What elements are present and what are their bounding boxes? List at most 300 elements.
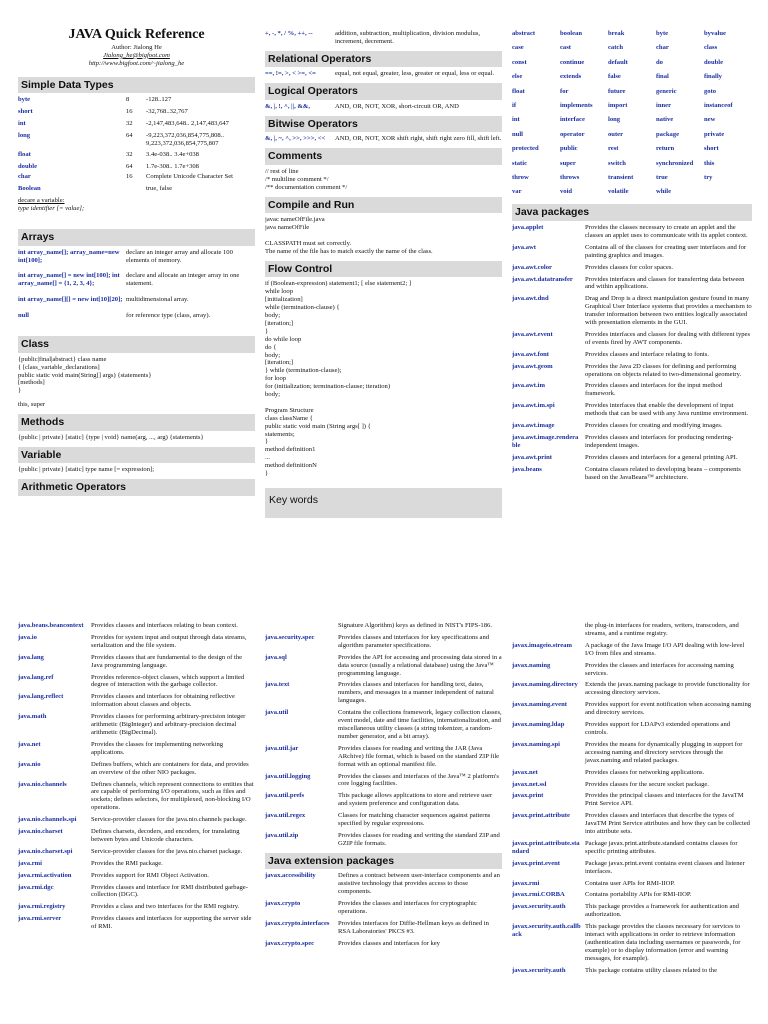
data-type-bits: 8 bbox=[126, 96, 130, 104]
package-name[interactable]: javax.crypto bbox=[265, 900, 301, 908]
package-item bbox=[18, 634, 255, 650]
package-name[interactable]: javax.security.auth bbox=[512, 903, 566, 911]
package-desc: Signature Algorithm) keys as defined in NIST's FIPS-186. bbox=[338, 622, 492, 629]
package-name[interactable]: javax.print.event bbox=[512, 859, 560, 867]
package-item bbox=[265, 900, 502, 916]
class-heading: Class bbox=[18, 336, 255, 353]
arith-desc: addition, subtraction, multiplication, division modulus, increment, decrement. bbox=[335, 30, 481, 45]
package-name[interactable]: java.awt bbox=[512, 243, 536, 251]
package-item bbox=[512, 363, 752, 379]
package-item bbox=[512, 276, 752, 292]
package-name[interactable]: javax.accessibility bbox=[265, 872, 316, 880]
keyword: volatile bbox=[608, 188, 629, 196]
package-name[interactable]: java.util.zip bbox=[265, 831, 299, 839]
variable-heading: Variable bbox=[18, 447, 255, 464]
package-desc: Defines buffers, which are containers for data, and provides an overview of the other NIO packages. bbox=[91, 760, 249, 776]
package-name[interactable]: java.rmi bbox=[18, 859, 42, 867]
package-name[interactable]: java.awt.dnd bbox=[512, 295, 549, 303]
relational-symbols: ==, !=, >, < >=, <= bbox=[265, 70, 316, 78]
page1-col3 bbox=[512, 30, 752, 564]
data-type-row bbox=[18, 96, 255, 104]
package-item bbox=[512, 769, 752, 777]
array-desc: declare and allocate an integer array in one statement. bbox=[126, 272, 240, 288]
arrays-heading: Arrays bbox=[18, 229, 255, 246]
package-desc: Provides the classes and interfaces for cryptographic operations. bbox=[338, 900, 477, 915]
package-name[interactable]: javax.print bbox=[512, 792, 544, 800]
keyword: synchronized bbox=[656, 159, 694, 167]
bitwise-operators-heading: Bitwise Operators bbox=[265, 116, 502, 133]
package-desc: Service-provider classes for the java.nio.charset package. bbox=[91, 847, 243, 855]
package-desc: Provides for system input and output through data streams, serialization and the file system. bbox=[91, 633, 247, 649]
data-type-row bbox=[18, 108, 255, 116]
keyword: inner bbox=[656, 102, 672, 110]
keyword: double bbox=[704, 58, 724, 66]
arith-symbols: +, -, *, / %, ++, -- bbox=[265, 30, 313, 37]
package-name[interactable]: javax.rmi bbox=[512, 879, 540, 887]
package-item bbox=[512, 295, 752, 327]
package-item bbox=[512, 880, 752, 888]
array-row bbox=[18, 312, 255, 320]
package-item bbox=[512, 701, 752, 717]
package-name[interactable]: java.rmi.server bbox=[18, 915, 62, 923]
package-desc: Provides classes and interfaces for producing rendering-independent images. bbox=[585, 434, 734, 449]
data-type-bits: 32 bbox=[126, 119, 133, 127]
package-item bbox=[265, 773, 502, 789]
keyword: try bbox=[704, 174, 713, 182]
keyword: public bbox=[560, 145, 578, 153]
data-type-name: char bbox=[18, 173, 31, 181]
package-name[interactable]: javax.naming.event bbox=[512, 701, 567, 709]
keyword: default bbox=[608, 58, 628, 66]
array-desc: multidimensional array. bbox=[126, 296, 189, 304]
package-item bbox=[18, 761, 255, 777]
package-desc: Provides interfaces and classes for dealing with different types of events fired by AWT components. bbox=[585, 330, 751, 346]
package-name[interactable]: java.util.prefs bbox=[265, 792, 305, 800]
package-item bbox=[18, 693, 255, 709]
package-desc: Provides the principal classes and interfaces for the JavaTM Print Service API. bbox=[585, 792, 744, 808]
package-item bbox=[512, 923, 752, 963]
package-desc: Provides support for RMI Object Activation. bbox=[91, 871, 209, 879]
package-item bbox=[512, 840, 752, 856]
package-item bbox=[265, 812, 502, 828]
page2-col3 bbox=[512, 622, 752, 1024]
package-item bbox=[18, 622, 255, 630]
package-item bbox=[18, 713, 255, 737]
package-item bbox=[512, 244, 752, 260]
package-name[interactable]: javax.naming.directory bbox=[512, 681, 578, 689]
keyword: continue bbox=[560, 58, 585, 66]
package-item bbox=[265, 920, 502, 936]
package-name[interactable]: java.rmi.registry bbox=[18, 903, 66, 911]
package-name[interactable]: java.awt.color bbox=[512, 263, 552, 271]
array-row bbox=[18, 296, 255, 304]
package-name[interactable]: javax.imageio.stream bbox=[512, 641, 572, 649]
package-item bbox=[18, 848, 255, 856]
java-packages-heading: Java packages bbox=[512, 204, 752, 221]
package-desc: Provides classes and interface relating to fonts. bbox=[585, 350, 709, 358]
package-desc: This package allows applications to store and retrieve user and system preference and configuration data. bbox=[338, 792, 493, 808]
package-desc: Provides classes and interfaces for a general printing API. bbox=[585, 453, 738, 461]
array-desc: for reference type (class, array). bbox=[126, 312, 211, 320]
package-desc: Provides classes for creating and modifying images. bbox=[585, 422, 723, 430]
package-item bbox=[265, 622, 502, 630]
package-item bbox=[265, 745, 502, 769]
arithmetic-operators bbox=[265, 30, 502, 46]
simple-data-types-table bbox=[18, 96, 255, 193]
array-code: int array_name[][] = new int[10][20]; bbox=[18, 296, 123, 304]
keyword: throws bbox=[560, 174, 580, 182]
package-item bbox=[512, 331, 752, 347]
package-item bbox=[18, 781, 255, 813]
keyword: short bbox=[704, 145, 719, 153]
package-name[interactable]: java.beans.beancontext bbox=[18, 622, 84, 629]
page2-col2 bbox=[265, 622, 502, 1024]
package-desc: Provides the classes and interfaces of the Java™ 2 platform's core logging facilities. bbox=[338, 772, 499, 788]
logical-symbols: &, |, !, ^, ||, &&, bbox=[265, 102, 310, 110]
package-name[interactable]: javax.crypto.spec bbox=[265, 939, 315, 947]
package-name[interactable]: javax.crypto.interfaces bbox=[265, 919, 330, 927]
relational-desc: equal, not equal, greater, less, greater or equal, less or equal. bbox=[335, 70, 495, 78]
logical-operators-heading: Logical Operators bbox=[265, 83, 502, 100]
data-type-row bbox=[18, 120, 255, 128]
keyword: while bbox=[656, 188, 672, 196]
package-item bbox=[265, 681, 502, 705]
package-desc: Provides classes for networking applications. bbox=[585, 768, 705, 776]
package-name[interactable]: java.rmi.dgc bbox=[18, 883, 54, 891]
package-desc: Provides classes for performing arbitrary-precision integer arithmetic (BigInteger) and arbitrary-precision decimal arithmetic (BigDecimal). bbox=[91, 713, 246, 736]
comments-body: // rest of line /* multiline comment */ /** documentation comment */ bbox=[265, 167, 348, 191]
package-name[interactable]: java.lang.ref bbox=[18, 673, 54, 681]
package-desc: This package provides a framework for authentication and authorization. bbox=[585, 903, 739, 919]
package-name[interactable]: java.nio bbox=[18, 760, 41, 768]
data-type-name: long bbox=[18, 131, 31, 139]
bitwise-desc: AND, OR, NOT, XOR shift right, shift right zero fill, shift left. bbox=[335, 135, 502, 143]
comments-heading: Comments bbox=[265, 148, 502, 165]
package-name[interactable]: java.util bbox=[265, 709, 289, 717]
package-name[interactable]: javax.naming bbox=[512, 661, 551, 669]
data-type-bits: 32 bbox=[126, 150, 133, 158]
package-name[interactable]: java.awt.im.spi bbox=[512, 402, 555, 410]
package-desc: Contains user APIs for RMI-IIOP. bbox=[585, 879, 675, 887]
keyword: case bbox=[512, 44, 524, 52]
package-name[interactable]: java.nio.charset bbox=[18, 828, 63, 836]
keyword: extends bbox=[560, 73, 582, 81]
page-title: JAVA Quick Reference bbox=[68, 27, 205, 42]
data-type-bits bbox=[126, 185, 146, 193]
package-name[interactable] bbox=[265, 622, 338, 630]
package-name[interactable]: javax.net bbox=[512, 768, 538, 776]
keyword: abstract bbox=[512, 30, 536, 37]
keyword: operator bbox=[560, 130, 585, 138]
data-type-name: byte bbox=[18, 96, 31, 104]
package-item bbox=[512, 967, 752, 975]
package-desc: Provides support for event notification when accessing naming and directory services. bbox=[585, 701, 752, 717]
keyword: true bbox=[656, 174, 668, 182]
class-syntax: {public|final|abstract} class name { [class_variable_declarations] public static void main(String[] args) {statements} [methods] } bbox=[18, 355, 152, 395]
keyword: for bbox=[560, 87, 569, 95]
package-name[interactable]: java.text bbox=[265, 681, 290, 689]
package-name[interactable]: java.awt.image.renderable bbox=[512, 434, 579, 449]
package-desc: Provides reference-object classes, which support a limited degree of interaction with the garbage collector. bbox=[91, 673, 245, 689]
package-name[interactable]: java.awt.geom bbox=[512, 362, 553, 370]
package-name[interactable]: java.awt.im bbox=[512, 382, 545, 390]
package-desc: A package of the Java Image I/O API dealing with low-level I/O from files and streams. bbox=[585, 641, 745, 657]
bitwise-operators bbox=[265, 135, 502, 143]
package-name[interactable]: java.awt.print bbox=[512, 453, 552, 461]
compile-run-body: javac nameOfFile.java java nameOfFile CLASSPATH must set correctly. The name of the file has to match exactly the name of the class. bbox=[265, 216, 433, 255]
keyword: void bbox=[560, 188, 573, 196]
package-name[interactable]: java.util.jar bbox=[265, 744, 299, 752]
package-item bbox=[18, 741, 255, 757]
package-desc: the plug-in interfaces for readers, writers, transcoders, and streams, and a runtime registry. bbox=[585, 622, 739, 637]
array-row bbox=[18, 272, 255, 288]
package-desc: Provides interfaces that enable the development of input methods that can be used with any Java runtime environment. bbox=[585, 402, 748, 418]
keyword: return bbox=[656, 145, 675, 153]
array-desc: declare an integer array and allocate 100 elements of memory. bbox=[126, 248, 233, 264]
package-desc: Provides classes and interfaces for key specifications and algorithm parameter specifications. bbox=[338, 633, 490, 649]
key-words-heading: Key words bbox=[265, 488, 502, 518]
keyword: super bbox=[560, 159, 576, 167]
keyword-grid bbox=[512, 30, 752, 196]
package-name[interactable]: java.awt.image bbox=[512, 422, 555, 430]
package-name[interactable]: java.util.logging bbox=[265, 772, 311, 780]
package-desc: Provides interfaces for Diffie-Hellman keys as defined in RSA Laboratories' PKCS #3. bbox=[338, 919, 489, 935]
data-type-range: 1.7e-308.. 1.7e+308 bbox=[146, 162, 199, 170]
keyword: switch bbox=[608, 159, 626, 167]
package-desc: Defines channels, which represent connections to entities that are capable of performing I/O operations, such as files and sockets; defines selectors, for multiplexed, non-blocking I/O operations. bbox=[91, 780, 254, 812]
array-code: int array_name[]; array_name=new int[100]; bbox=[18, 248, 120, 264]
data-type-bits: 64 bbox=[126, 131, 133, 139]
keyword: this bbox=[704, 159, 715, 167]
package-desc: Provides classes and interfaces for supporting the server side of RMI. bbox=[91, 915, 252, 931]
package-desc: Contains classes related to developing beans – components based on the JavaBeans™ architecture. bbox=[585, 465, 741, 481]
package-desc: Drag and Drop is a direct manipulation gesture found in many Graphical User Interface systems that provides a mechanism to transfer information between two entities logically associated with presentation elements in the GUI. bbox=[585, 295, 752, 327]
flow-control-body: if (Boolean-expression) statement1; [ else statement2; ] while loop [initialization] while (termination-clause) { body; [iteration;] } do while loop do { body; [iteration;] } while (termination-clause); for loop for (initialization; termination-clause; iteration) body; Program Structure class className { public static void main (String args[ ]) { statements; } method definition1 ... method definitionN } bbox=[265, 280, 412, 478]
package-desc: Provides classes and interfaces for handling text, dates, numbers, and messages in a manner independent of natural languages. bbox=[338, 681, 494, 705]
keyword: native bbox=[656, 116, 674, 124]
keyword: boolean bbox=[560, 30, 582, 37]
data-type-range: -128..127 bbox=[146, 96, 172, 104]
package-item bbox=[18, 654, 255, 670]
package-item bbox=[265, 634, 502, 650]
package-desc: Provides classes and interfaces for key bbox=[338, 939, 440, 947]
package-desc: Provides classes and interfaces for obtaining reflective information about classes and objects. bbox=[91, 693, 235, 709]
package-desc: Provides classes for reading and writing the standard ZIP and GZIP file formats. bbox=[338, 831, 500, 847]
package-item bbox=[512, 422, 752, 430]
package-desc: Extends the javax.naming package to provide functionality for accessing directory services. bbox=[585, 681, 750, 697]
array-row bbox=[18, 249, 255, 265]
package-item bbox=[18, 674, 255, 690]
package-item bbox=[512, 681, 752, 697]
package-desc: Provides classes that are fundamental to the design of the Java programming language. bbox=[91, 653, 243, 669]
data-type-range: -32,768..32,767 bbox=[146, 108, 188, 116]
keyword: new bbox=[704, 116, 716, 124]
package-item bbox=[18, 828, 255, 844]
package-desc: Package javax.print.attribute.standard contains classes for specific printing attributes. bbox=[585, 839, 738, 855]
package-desc: Provides classes for reading and writing the JAR (Java ARchive) file format, which is based on the standard ZIP file format with an optional manifest file. bbox=[338, 744, 500, 768]
package-item bbox=[18, 915, 255, 931]
package-name[interactable]: java.sql bbox=[265, 653, 287, 661]
keyword: finally bbox=[704, 73, 722, 81]
package-desc: Defines a contract between user-interface components and an assistive technology that provides access to those components. bbox=[338, 872, 500, 896]
homepage-url[interactable]: http://www.bigfoot.com/~jialong_he bbox=[88, 59, 185, 67]
package-desc: Provides the Java 2D classes for defining and performing operations on objects related to two-dimensional geometry. bbox=[585, 362, 742, 378]
package-name[interactable]: javax.print.attribute bbox=[512, 812, 570, 820]
package-desc: This package provides the classes necessary for services to interact with applications in order to retrieve information (authentication data including usernames or passwords, for example) or to display information (error and warning messages, for example). bbox=[585, 923, 741, 962]
package-item bbox=[512, 741, 752, 765]
keyword: instanceof bbox=[704, 102, 733, 110]
relational-operators-heading: Relational Operators bbox=[265, 51, 502, 68]
package-name[interactable]: java.nio.channels.spi bbox=[18, 816, 77, 824]
java-packages-list bbox=[512, 224, 752, 482]
class-keywords: this, super bbox=[18, 401, 46, 409]
bitwise-symbols: &, |, ~, ^, >>, >>>, << bbox=[265, 135, 326, 143]
author: Author: Jialong He bbox=[111, 43, 162, 51]
java-extension-packages-heading: Java extension packages bbox=[265, 853, 502, 870]
keyword: generic bbox=[656, 87, 677, 95]
package-item bbox=[18, 872, 255, 880]
package-name[interactable]: javax.security.auth.callback bbox=[512, 923, 581, 939]
package-name[interactable]: java.awt.font bbox=[512, 350, 549, 358]
declare-syntax: type identifier [= value]; bbox=[18, 205, 85, 213]
page2-col2-list bbox=[265, 622, 502, 848]
package-name[interactable]: java.applet bbox=[512, 223, 544, 231]
compile-run-heading: Compile and Run bbox=[265, 197, 502, 214]
package-name[interactable]: java.awt.datatransfer bbox=[512, 275, 573, 283]
package-name[interactable]: java.lang.reflect bbox=[18, 693, 64, 701]
package-name[interactable]: java.math bbox=[18, 713, 47, 721]
package-desc: Provides classes for color spaces. bbox=[585, 263, 674, 271]
data-type-bits: 16 bbox=[126, 173, 133, 181]
package-name[interactable]: java.io bbox=[18, 633, 37, 641]
package-desc: Provides classes for the secure socket package. bbox=[585, 780, 709, 788]
package-name[interactable]: java.util.regex bbox=[265, 812, 306, 820]
package-desc: Provides classes and interface for RMI distributed garbage-collection (DGC). bbox=[91, 883, 248, 899]
declare-note: decare a variable: bbox=[18, 197, 65, 205]
package-item bbox=[512, 781, 752, 789]
keyword: var bbox=[512, 188, 522, 196]
methods-syntax: {public | private} [static] {type | void} name(arg, ..., arg) {statements} bbox=[18, 433, 204, 441]
package-name[interactable]: java.nio.charset.spi bbox=[18, 847, 73, 855]
flow-control-heading: Flow Control bbox=[265, 261, 502, 278]
package-desc: Provides the classes for implementing networking applications. bbox=[91, 740, 224, 756]
package-item bbox=[265, 654, 502, 678]
variable-syntax: {public | private} [static] type name [= expression]; bbox=[18, 466, 155, 474]
package-desc: Provides classes and interfaces for the input method framework. bbox=[585, 382, 723, 398]
package-desc: Contains portability APIs for RMI-IIOP. bbox=[585, 891, 692, 899]
keyword: do bbox=[656, 58, 663, 66]
keyword: implements bbox=[560, 102, 593, 110]
package-item bbox=[265, 832, 502, 848]
package-name[interactable]: java.beans bbox=[512, 465, 542, 473]
data-type-range: Complete Unicode Character Set bbox=[146, 173, 233, 181]
package-desc: Provides classes and interfaces that describe the types of JavaTM Print Service attributes and how they can be collected into attribute sets. bbox=[585, 812, 750, 836]
page2-col3-list bbox=[512, 622, 752, 975]
data-type-name: double bbox=[18, 162, 38, 170]
package-name[interactable]: javax.naming.ldap bbox=[512, 721, 565, 729]
package-item bbox=[512, 466, 752, 482]
package-name[interactable]: java.net bbox=[18, 740, 41, 748]
keyword: null bbox=[512, 130, 523, 138]
package-item bbox=[512, 812, 752, 836]
package-item bbox=[512, 224, 752, 240]
keyword: static bbox=[512, 159, 528, 167]
package-desc: Service-provider classes for the java.nio.channels package. bbox=[91, 816, 247, 824]
logical-operators bbox=[265, 103, 502, 111]
package-item bbox=[512, 454, 752, 462]
data-type-bits: 16 bbox=[126, 108, 133, 116]
package-item bbox=[512, 903, 752, 919]
package-name[interactable]: java.nio.channels bbox=[18, 780, 67, 788]
extension-packages-list bbox=[265, 872, 502, 947]
package-desc: Package javax.print.event contains event classes and listener interfaces. bbox=[585, 859, 745, 875]
package-name[interactable]: javax.naming.spi bbox=[512, 740, 560, 748]
package-item bbox=[512, 382, 752, 398]
package-desc: Provides support for LDAPv3 extended operations and controls. bbox=[585, 721, 731, 736]
email-link[interactable]: Jialong_he@bigfoot.com bbox=[103, 51, 170, 59]
keyword: protected bbox=[512, 145, 539, 153]
arithmetic-operators-heading: Arithmetic Operators bbox=[18, 479, 255, 496]
package-item bbox=[512, 264, 752, 272]
array-code: int array_name[] = new int[100]; int array_name[] = {1, 2, 3, 4}; bbox=[18, 272, 120, 288]
package-name[interactable]: java.awt.event bbox=[512, 330, 553, 338]
package-name[interactable]: java.lang bbox=[18, 653, 44, 661]
data-type-row bbox=[18, 173, 255, 181]
page2-col1 bbox=[18, 622, 255, 1024]
package-item bbox=[18, 816, 255, 824]
package-desc: Contains all of the classes for creating user interfaces and for painting graphics and images. bbox=[585, 243, 747, 259]
package-name[interactable]: java.rmi.activation bbox=[18, 871, 72, 879]
package-item bbox=[512, 402, 752, 418]
keyword: int bbox=[512, 116, 520, 124]
data-type-row bbox=[18, 163, 255, 171]
data-type-name: short bbox=[18, 108, 33, 116]
package-item bbox=[265, 709, 502, 741]
package-name[interactable] bbox=[512, 622, 585, 638]
keyword: byvalue bbox=[704, 30, 726, 37]
package-name[interactable]: javax.security.auth bbox=[512, 966, 566, 974]
package-item bbox=[512, 891, 752, 899]
keyword: interface bbox=[560, 116, 585, 124]
package-item bbox=[265, 940, 502, 948]
package-desc: Provides the classes and interfaces for accessing naming services. bbox=[585, 661, 734, 677]
package-name[interactable]: javax.print.attribute.standard bbox=[512, 839, 580, 855]
package-item bbox=[512, 434, 752, 450]
keyword: goto bbox=[704, 87, 717, 95]
keyword: throw bbox=[512, 174, 529, 182]
package-name[interactable]: javax.net.ssl bbox=[512, 780, 547, 788]
keyword: private bbox=[704, 130, 725, 138]
package-item bbox=[265, 872, 502, 896]
data-type-range: 3.4e-038.. 3.4e+038 bbox=[146, 150, 199, 158]
data-type-row bbox=[18, 185, 255, 193]
package-item bbox=[512, 662, 752, 678]
package-item bbox=[512, 642, 752, 658]
package-name[interactable]: java.security.spec bbox=[265, 633, 315, 641]
keyword: transient bbox=[608, 174, 634, 182]
package-name[interactable]: javax.rmi.CORBA bbox=[512, 891, 565, 899]
package-item bbox=[18, 860, 255, 868]
keyword: long bbox=[608, 116, 621, 124]
simple-data-types-heading: Simple Data Types bbox=[18, 77, 255, 94]
package-desc: Contains the collections framework, legacy collection classes, event model, date and time facilities, internationalization, and miscellaneous utility classes (a string tokenizer, a random-number generator, and a bit array). bbox=[338, 709, 502, 740]
package-item bbox=[512, 351, 752, 359]
relational-operators bbox=[265, 70, 502, 78]
package-item bbox=[265, 792, 502, 808]
keyword: byte bbox=[656, 30, 669, 37]
keyword: cast bbox=[560, 44, 571, 52]
keyword: float bbox=[512, 87, 525, 95]
